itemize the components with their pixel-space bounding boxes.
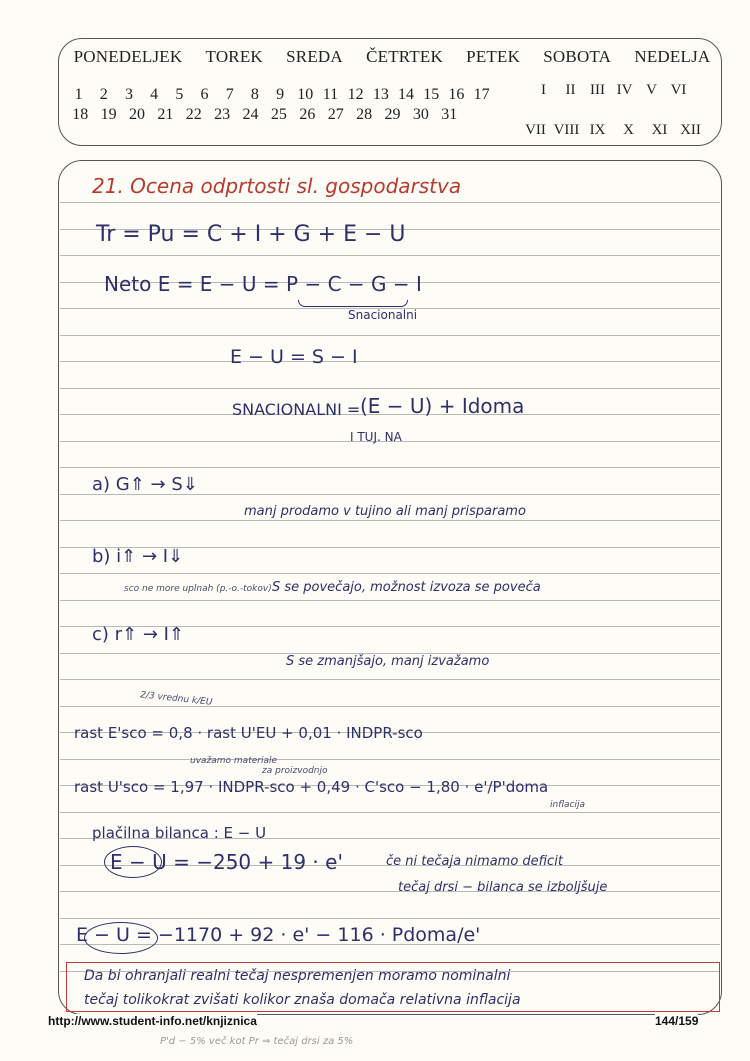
calendar-cell: 29 [384,106,401,123]
calendar-cell: 5 [175,86,184,103]
calendar-cell: 8 [250,86,259,103]
calendar-cell: 1 [74,86,83,103]
case-b-small-note: sco ne more uplnah (p.-o.-tokov) [124,584,272,594]
footer-url: http://www.student-info.net/knjiznica [48,1014,257,1028]
calendar-cell: I [541,82,546,98]
equation-2: Neto E = E − U = P − C − G − I [104,272,422,296]
bottom-faded-note: P'd − 5% več kot Pr ⇒ tečaj drsi za 5% [160,1036,354,1047]
date-row-2 [66,106,463,124]
case-a: a) G⇑ → S⇓ [92,474,198,495]
calendar-cell: 20 [128,106,145,123]
ruled-line [60,706,720,707]
calendar-cell: 24 [242,106,259,123]
ruled-line [60,918,720,919]
ruled-line [60,759,720,760]
calendar-cell: 3 [124,86,133,103]
calendar-cell: 10 [297,86,314,103]
calendar-cell: 22 [185,106,202,123]
calendar-cell: 28 [356,106,373,123]
ruled-line [60,600,720,601]
equation-8: E − U = −1170 + 92 · e' − 116 · Pdoma/e' [76,924,481,946]
day-label: PONEDELJEK [73,47,183,66]
equation-4-left: SNACIONALNI = [232,400,361,419]
month-row-1 [530,82,692,99]
calendar-cell: 21 [157,106,174,123]
day-label: SOBOTA [543,47,612,66]
calendar-cell: III [590,82,605,98]
calendar-cell: IX [589,122,606,138]
equation-6-small-note: inflacija [550,800,585,810]
note-title: 21. Ocena odprtosti sl. gospodarstva [92,174,462,198]
equation-5: rast E'sco = 0,8 · rast U'EU + 0,01 · INDPR-sco [74,724,423,742]
weekday-row [62,47,722,67]
calendar-cell: VIII [553,122,580,138]
ruled-line [60,361,720,362]
payment-balance-label: plačilna bilanca : E − U [92,824,267,842]
case-b: b) i⇑ → I⇓ [92,546,184,567]
ruled-line [60,388,720,389]
case-a-note: manj prodamo v tujino ali manj prisparamo [244,504,526,519]
calendar-cell: 25 [270,106,287,123]
equation-7-note-2: tečaj drsi − bilanca se izboljšuje [398,880,608,895]
boxed-note-line-2: tečaj tolikokrat zvišati kolikor znaša domača relativna inflacija [84,992,521,1008]
calendar-cell: 18 [72,106,89,123]
annotation-above-eq5: 2/3 vrednu k/EU [139,690,213,708]
calendar-cell: 4 [150,86,159,103]
calendar-cell: IV [616,82,633,98]
ruled-line [60,202,720,203]
day-label: PETEK [466,47,521,66]
annotation-above-eq6-a: uvažamo materiale [190,756,278,766]
case-c: c) r⇑ → I⇑ [92,624,185,645]
ruled-line [60,679,720,680]
calendar-cell: 13 [372,86,389,103]
calendar-cell: VI [670,82,687,98]
calendar-cell: II [565,82,576,98]
case-b-note: S se povečajo, možnost izvoza se poveča [272,580,541,595]
equation-4-subscript: I TUJ. NA [350,430,402,444]
footer-page-number: 144/159 [655,1014,699,1028]
day-label: TOREK [205,47,263,66]
calendar-cell: 31 [441,106,458,123]
calendar-cell: 16 [448,86,465,103]
boxed-note-line-1: Da bi ohranjali realni tečaj nespremenjen moramo nominalni [84,968,511,984]
calendar-cell: XI [651,122,668,138]
calendar-cell: 30 [412,106,429,123]
equation-7-note-1: če ni tečaja nimamo deficit [386,854,563,869]
ruled-line [60,573,720,574]
ruled-line [60,335,720,336]
calendar-cell: 26 [299,106,316,123]
annotation-above-eq6-b: za proizvodnjo [262,766,328,776]
calendar-cell: X [623,122,634,138]
calendar-cell: 2 [99,86,108,103]
equation-2-subscript: Snacionalni [348,308,418,322]
ruled-line [60,467,720,468]
calendar-cell: VII [525,122,546,138]
calendar-cell: V [646,82,657,98]
equation-6: rast U'sco = 1,97 · INDPR-sco + 0,49 · C'sco − 1,80 · e'/P'doma [74,778,549,796]
ruled-line [60,812,720,813]
equation-4-right: (E − U) + Idoma [360,394,525,418]
ruled-line [60,255,720,256]
case-c-note: S se zmanjšajo, manj izvažamo [286,654,490,669]
calendar-cell: 7 [225,86,234,103]
calendar-cell: 11 [322,86,339,103]
date-row-1 [66,86,494,104]
calendar-cell: 6 [200,86,209,103]
equation-3: E − U = S − I [230,346,358,368]
day-label: NEDELJA [634,47,711,66]
calendar-cell: 12 [347,86,364,103]
calendar-cell: 23 [214,106,231,123]
calendar-cell: 15 [423,86,440,103]
calendar-cell: XII [680,122,701,138]
calendar-cell: 9 [276,86,285,103]
brace-mark [298,300,408,307]
calendar-cell: 27 [327,106,344,123]
calendar-cell: 17 [473,86,490,103]
calendar-cell: 19 [100,106,117,123]
ruled-line [60,520,720,521]
equation-1: Tr = Pu = C + I + G + E − U [96,222,406,247]
equation-7: E − U = −250 + 19 · e' [110,850,343,874]
day-label: ČETRTEK [366,47,443,66]
day-label: SREDA [286,47,343,66]
ruled-line [60,891,720,892]
month-row-2 [520,122,706,139]
calendar-cell: 14 [398,86,415,103]
